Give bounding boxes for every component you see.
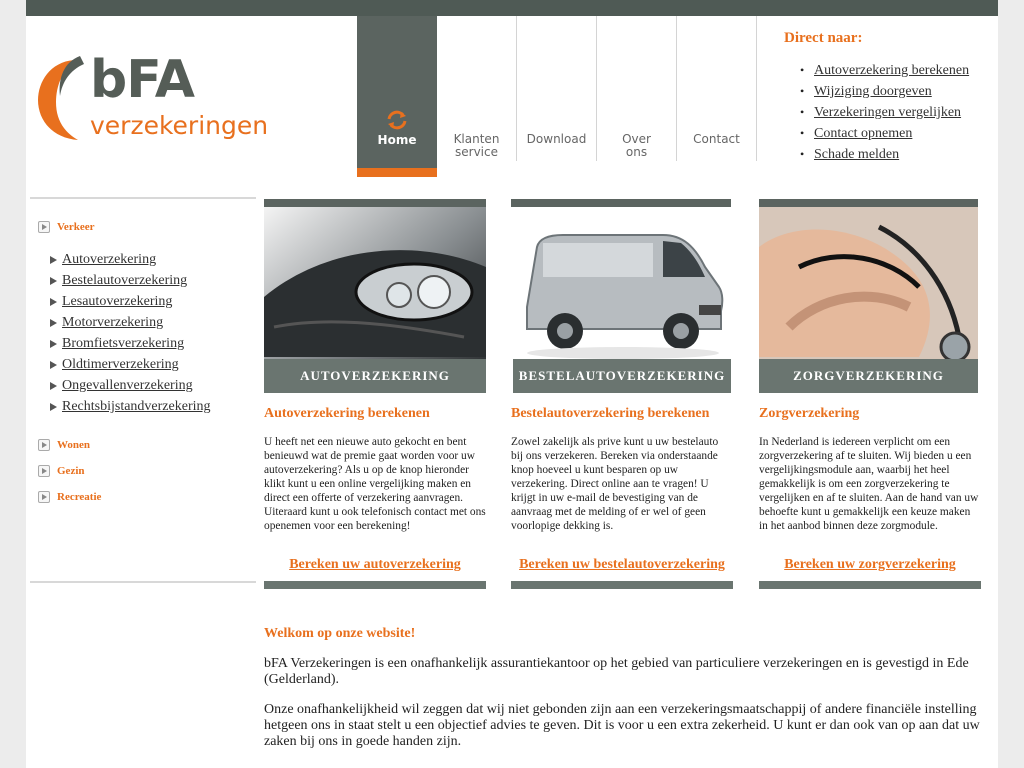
product-caption: AUTOVERZEKERING: [264, 359, 486, 393]
triangle-right-icon: [50, 319, 57, 327]
main-nav: [357, 16, 757, 177]
triangle-right-icon: [50, 403, 57, 411]
logo-sub: verzekeringen: [90, 111, 269, 140]
triangle-right-icon: [50, 361, 57, 369]
triangle-right-icon: [50, 256, 57, 264]
arrow-box-icon: [38, 221, 50, 233]
nav-home[interactable]: [357, 16, 437, 177]
sidebar-item-ongevallenverzekering[interactable]: Ongevallenverzekering: [62, 378, 193, 393]
direct-link-vergelijken[interactable]: Verzekeringen vergelijken: [814, 105, 962, 120]
bereken-zorg-button[interactable]: Bereken uw zorgverzekering: [784, 557, 956, 572]
product-topbar: [511, 199, 731, 207]
product-image-stethoscope[interactable]: [759, 207, 978, 393]
product-caption: BESTELAUTOVERZEKERING: [513, 359, 731, 393]
welcome-title: Welkom op onze website!: [264, 626, 416, 641]
sidebar-item-bromfietsverzekering[interactable]: Bromfietsverzekering: [62, 336, 185, 351]
bereken-bestelauto-button[interactable]: Bereken uw bestelautoverzekering: [519, 557, 725, 572]
product-image-van[interactable]: [513, 207, 731, 393]
sidebar-divider-bottom: [30, 581, 256, 583]
sidebar-item-rechtsbijstandverzekering[interactable]: Rechtsbijstandverzekering: [62, 399, 211, 414]
logo-brand: bFA: [90, 50, 195, 110]
sidebar-item: [50, 270, 211, 291]
direct-link-item: [814, 102, 998, 123]
product-text: In Nederland is iedereen verplicht om een zorgverzekering af te sluiten. Wij bieden u een vergelijkingsmodule aan, waarbij het heel gemakkelijk is om een zorgverzekering te vergelijken en af te sluiten. Aan de hand van uw behoefte kunt u gemakkelijk een keuze maken in het aanbod binnen deze zorgmodule.: [759, 436, 979, 532]
sidebar-cat-label: Gezin: [57, 465, 85, 477]
welcome-section: [264, 626, 984, 764]
sidebar-item-bestelautoverzekering[interactable]: Bestelautoverzekering: [62, 273, 188, 288]
sidebar-verkeer-list: [50, 249, 211, 417]
sidebar-item-autoverzekering[interactable]: Autoverzekering: [62, 252, 157, 267]
direct-link-item: [814, 60, 998, 81]
sidebar-item-motorverzekering[interactable]: Motorverzekering: [62, 315, 164, 330]
sidebar-item-oldtimerverzekering[interactable]: Oldtimerverzekering: [62, 357, 179, 372]
sidebar-cat-verkeer[interactable]: [38, 221, 94, 233]
direct-link-autoverzekering[interactable]: Autoverzekering berekenen: [814, 63, 970, 78]
product-botbar: [511, 581, 733, 589]
product-zorg: [759, 199, 981, 589]
direct-naar-box: [784, 30, 998, 165]
product-title[interactable]: Autoverzekering berekenen: [264, 406, 430, 421]
direct-link-contact[interactable]: Contact opnemen: [814, 126, 913, 141]
sidebar-cat-wonen[interactable]: [38, 439, 90, 451]
page: [26, 0, 998, 768]
product-title[interactable]: Bestelautoverzekering berekenen: [511, 406, 710, 421]
product-caption: ZORGVERZEKERING: [759, 359, 978, 393]
sidebar-item: [50, 333, 211, 354]
product-text: U heeft net een nieuwe auto gekocht en bent benieuwd wat de premie gaat worden voor uw autoverzekering? Als u op de knop hieronder klikt kunt u een online vergelijking maken en direct een offerte of verzekering aanvragen. Uiteraard kunt u ook telefonisch contact met ons openemen voor een berekening!: [264, 436, 486, 532]
triangle-right-icon: [50, 382, 57, 390]
nav-contact[interactable]: [677, 16, 757, 161]
sidebar-item: [50, 249, 211, 270]
arrow-box-icon: [38, 491, 50, 503]
sidebar-cat-gezin[interactable]: [38, 465, 85, 477]
nav-klantenservice-label: Klanten service: [453, 132, 500, 159]
sidebar-item: [50, 312, 211, 333]
sidebar-item-lesautoverzekering[interactable]: Lesautoverzekering: [62, 294, 173, 309]
triangle-right-icon: [50, 277, 57, 285]
logo-mark-icon: [34, 52, 94, 144]
nav-over-ons-label: Over ons: [622, 132, 651, 159]
product-text: Zowel zakelijk als prive kunt u uw bestelauto bij ons verzekeren. Bereken via onderstaande knop hoeveel u kunt besparen op uw verzekering. Direct online aan te vragen! U krijgt in uw e-mail de bevestiging van de aanvraag met de melding of er wel of geen voorlopige dekking is.: [511, 436, 719, 532]
sidebar-cat-label: Wonen: [57, 439, 91, 451]
welcome-paragraph-1: bFA Verzekeringen is een onafhankelijk assurantiekantoor op het gebied van particuliere verzekeringen en is gevestigd in Ede (Gelderland).: [264, 656, 969, 687]
arrow-box-icon: [38, 465, 50, 477]
nav-home-label: Home: [377, 133, 417, 147]
product-image-car[interactable]: [264, 207, 486, 393]
direct-link-item: [814, 81, 998, 102]
triangle-right-icon: [50, 340, 57, 348]
product-title[interactable]: Zorgverzekering: [759, 406, 860, 421]
refresh-icon: [385, 110, 409, 130]
sidebar-cat-label: Verkeer: [57, 221, 95, 233]
top-bar: [26, 0, 998, 16]
triangle-right-icon: [50, 298, 57, 306]
logo[interactable]: [34, 50, 269, 148]
sidebar-item: [50, 375, 211, 396]
product-botbar: [264, 581, 486, 589]
nav-klantenservice[interactable]: [437, 16, 517, 161]
welcome-paragraph-2: Onze onafhankelijkheid wil zeggen dat wij niet gebonden zijn aan een verzekeringsmaatschappij of andere financiële instelling hetgeen ons in staat stelt u een objectief advies te geven. Dit is voor u een extra zekerheid. U kunt er dan ook van op aan dat uw zaken bij ons in goede handen zijn.: [264, 702, 980, 749]
sidebar-item: [50, 291, 211, 312]
direct-naar-list: [784, 60, 998, 165]
product-botbar: [759, 581, 981, 589]
nav-over-ons[interactable]: [597, 16, 677, 161]
direct-link-wijziging[interactable]: Wijziging doorgeven: [814, 84, 932, 99]
direct-link-item: [814, 144, 998, 165]
product-topbar: [264, 199, 486, 207]
nav-download-label: Download: [526, 132, 587, 146]
sidebar-item: [50, 354, 211, 375]
bereken-auto-button[interactable]: Bereken uw autoverzekering: [289, 557, 461, 572]
sidebar-item: [50, 396, 211, 417]
nav-contact-label: Contact: [693, 132, 740, 146]
direct-link-item: [814, 123, 998, 144]
product-auto: [264, 199, 486, 589]
nav-download[interactable]: [517, 16, 597, 161]
arrow-box-icon: [38, 439, 50, 451]
product-topbar: [759, 199, 978, 207]
product-bestelauto: [511, 199, 733, 589]
sidebar-cat-recreatie[interactable]: [38, 491, 101, 503]
direct-link-schade[interactable]: Schade melden: [814, 147, 900, 162]
sidebar-divider-top: [30, 197, 256, 199]
sidebar-cat-label: Recreatie: [57, 491, 102, 503]
direct-naar-title: Direct naar:: [784, 30, 863, 46]
